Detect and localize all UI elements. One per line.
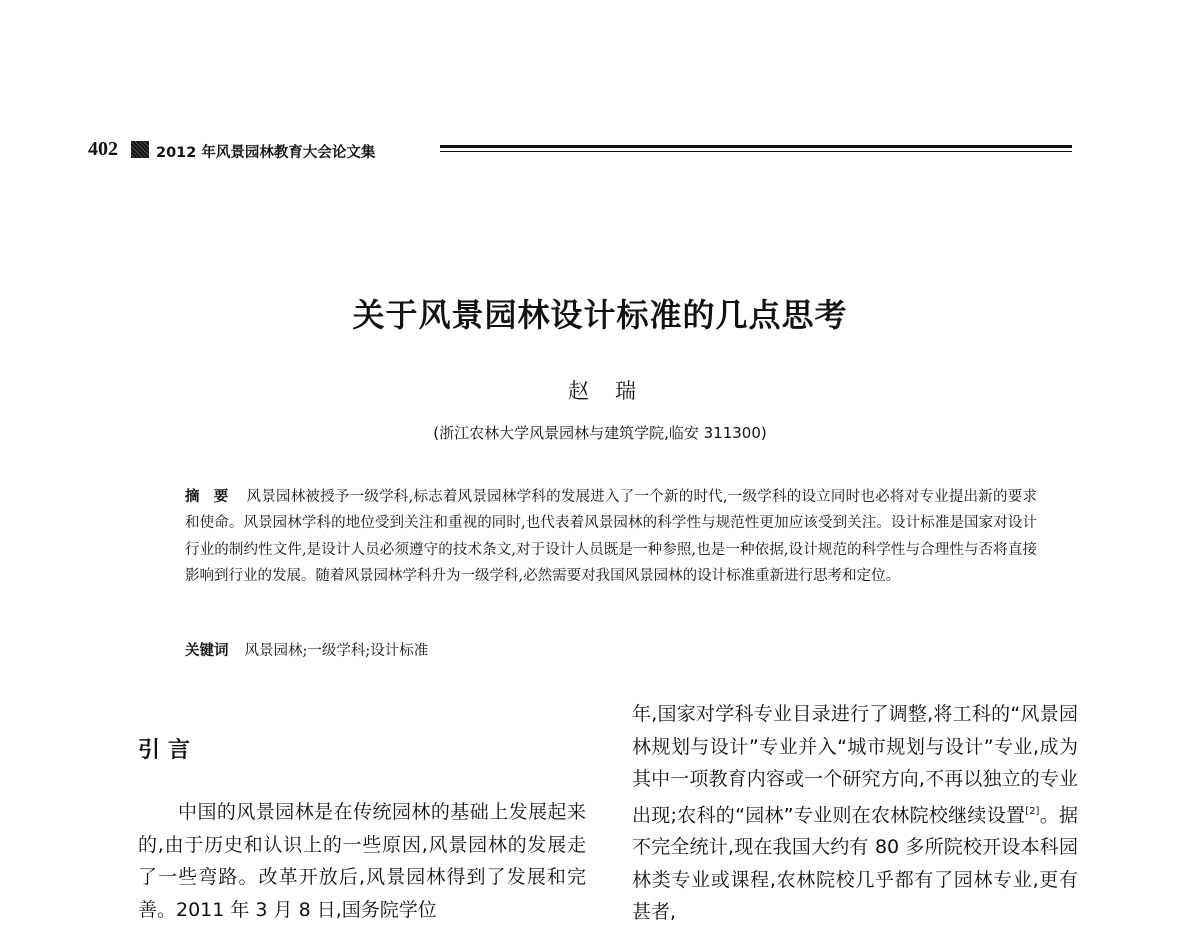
paper-title: 关于风景园林设计标准的几点思考 (352, 296, 848, 334)
running-header (88, 136, 1078, 166)
journal-logo-icon (131, 141, 149, 158)
abstract (185, 484, 1037, 589)
body-left-column: 中国的风景园林是在传统园林的基础上发展起来的,由于历史和认识上的一些原因,风景园林的发展走了一些弯路。改革开放后,风景园林得到了发展和完善。2011 年 3 月 8 日,国务院学位 (138, 801, 586, 921)
proceedings-title: 2012 年风景园林教育大会论文集 (156, 145, 376, 161)
abstract-label: 摘要 (185, 489, 243, 505)
right-column-text-2: 。据不完全统计,现在我国大约有 80 多所院校开设本科园林类专业或课程,农林院校几乎都有了园林专业,更有甚者, (632, 803, 1078, 924)
author-affiliation: (浙江农林大学风景园林与建筑学院,临安 311300) (433, 424, 767, 442)
keywords-label: 关键词 (185, 643, 229, 659)
author-name: 赵瑞 (568, 379, 662, 403)
section-heading-introduction: 引言 (138, 738, 199, 763)
body-right-column (632, 698, 1078, 929)
abstract-text: 风景园林被授予一级学科,标志着风景园林学科的发展进入了一个新的时代,一级学科的设立同时也必将对专业提出新的要求和使命。风景园林学科的地位受到关注和重视的同时,也代表着风景园林的科学性与规范性更加应该受到关注。设计标准是国家对设计行业的制约性文件,是设计人员必须遵守的技术条文,对于设计人员既是一种参照,也是一种依据,设计规范的科学性与合理性与否将直接影响到行业的发展。随着风景园林学科升为一级学科,必然需要对我国风景园林的设计标准重新进行思考和定位。 (185, 489, 1038, 584)
keywords-text: 风景园林;一级学科;设计标准 (244, 643, 429, 659)
keywords (185, 641, 1037, 661)
page-number: 402 (88, 138, 118, 160)
citation-ref: [2] (1025, 805, 1040, 817)
right-column-text-1: 年,国家对学科专业目录进行了调整,将工科的“风景园林规划与设计”专业并入“城市规划与设计”专业,成为其中一项教育内容或一个研究方向,不再以独立的专业出现;农科的“园林”专业则在农林院校继续设置 (632, 703, 1078, 826)
header-rule (440, 145, 1072, 152)
